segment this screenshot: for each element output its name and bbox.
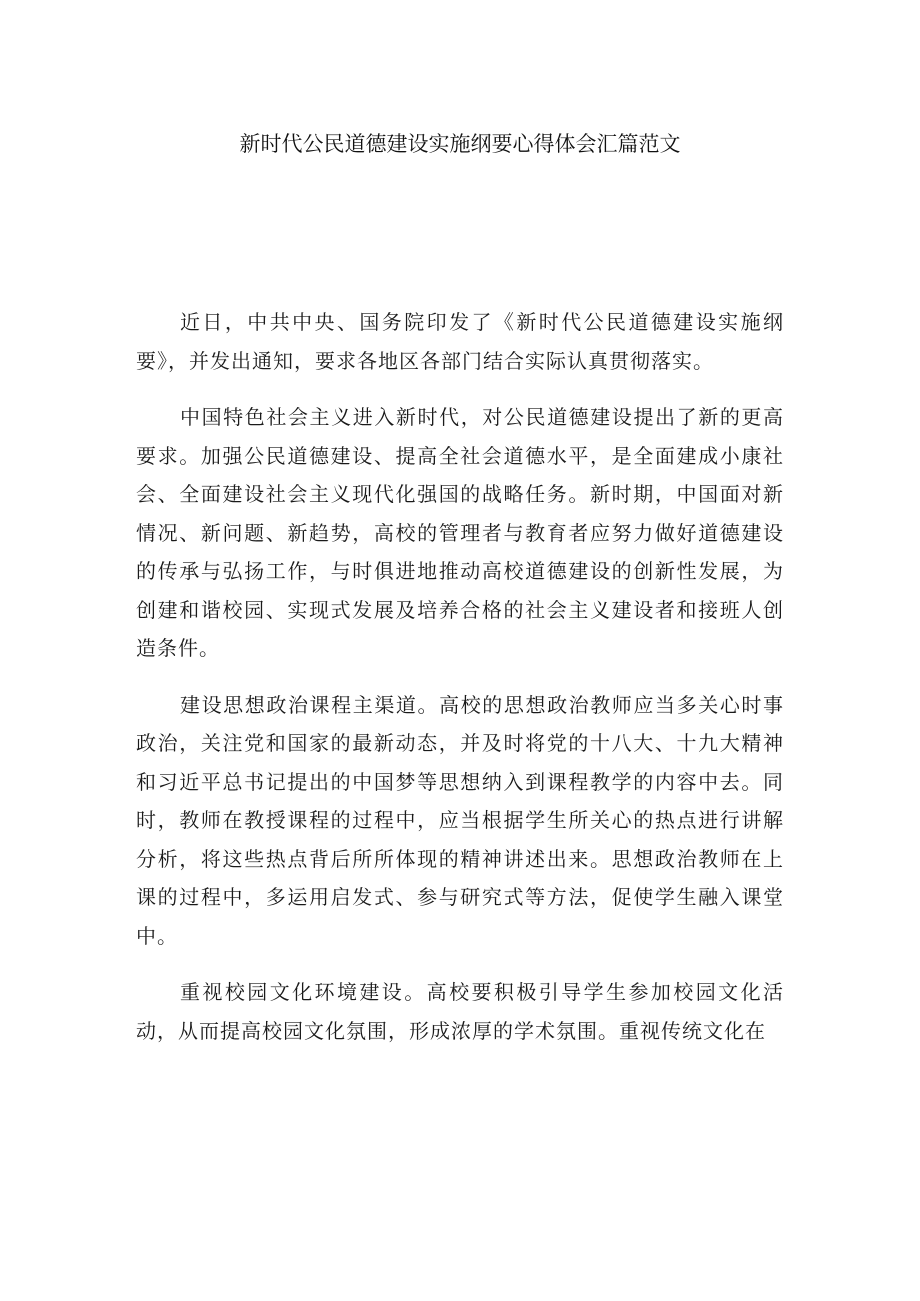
paragraph-intro: 近日，中共中央、国务院印发了《新时代公民道德建设实施纲要》，并发出通知，要求各地区各部门结合实际认真贯彻落实。: [136, 310, 784, 373]
document-title: 新时代公民道德建设实施纲要心得体会汇篇范文: [239, 132, 681, 156]
document-body: [136, 303, 784, 1050]
paragraph-political-course: 建设思想政治课程主渠道。高校的思想政治教师应当多关心时事政治，关注党和国家的最新动态，并及时将党的十八大、十九大精神和习近平总书记提出的中国梦等思想纳入到课程教学的内容中去。同时，教师在教授课程的过程中，应当根据学生所关心的热点进行讲解分析，将这些热点背后所所体现的精神讲述出来。思想政治教师在上课的过程中，多运用启发式、参与研究式等方法，促使学生融入课堂中。: [136, 692, 784, 948]
paragraph-campus-culture: 重视校园文化环境建设。高校要积极引导学生参加校园文化活动，从而提高校园文化氛围，形成浓厚的学术氛围。重视传统文化在: [136, 980, 784, 1043]
paragraph-new-era: 中国特色社会主义进入新时代，对公民道德建设提出了新的更高要求。加强公民道德建设、提高全社会道德水平，是全面建成小康社会、全面建设社会主义现代化强国的战略任务。新时期，中国面对新情况、新问题、新趋势，高校的管理者与教育者应努力做好道德建设的传承与弘扬工作，与时俱进地推动高校道德建设的创新性发展，为创建和谐校园、实现式发展及培养合格的社会主义建设者和接班人创造条件。: [136, 405, 784, 660]
